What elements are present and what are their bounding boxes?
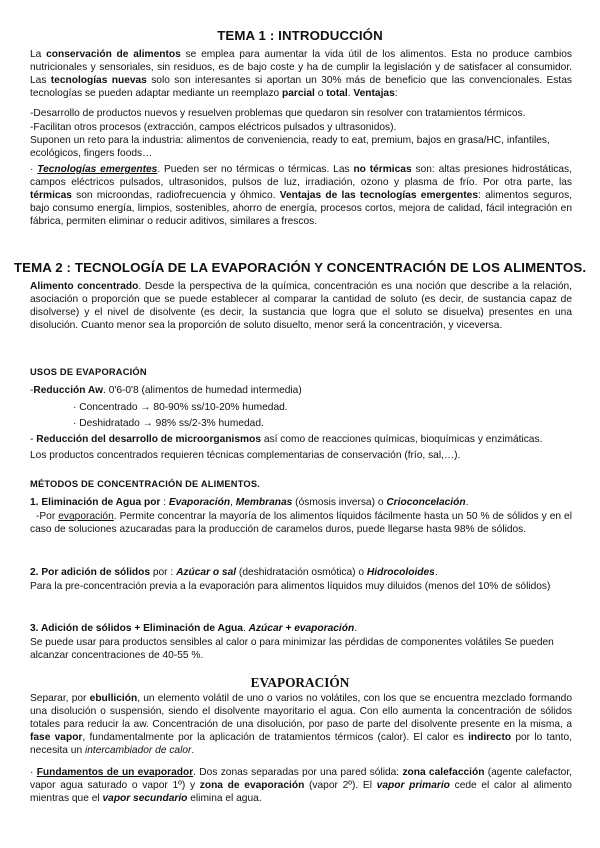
metodo-1-title: 1. Eliminación de Agua por : Evaporación, Membranas (ósmosis inversa) o Crioconcelación. bbox=[30, 497, 469, 508]
metodo-2-title: 2. Por adición de sólidos por : Azúcar o sal (deshidratación osmótica) o Hidrocoloides. bbox=[30, 567, 438, 578]
tema1-advantage-2: -Facilitan otros procesos (extracción, campos eléctricos pulsados y ultrasonidos). bbox=[30, 122, 397, 133]
tema2-title: TEMA 2 : TECNOLOGÍA DE LA EVAPORACIÓN Y CONCENTRACIÓN DE LOS ALIMENTOS. bbox=[13, 260, 587, 275]
tema1-paragraph-challenge: Suponen un reto para la industria: alimentos de conveniencia, ready to eat, premium, bajos en grasa/HC, infantiles, ecológicos, fingers foods… bbox=[30, 135, 550, 159]
usos-line-aw: -Reducción Aw. 0'6-0'8 (alimentos de humedad intermedia) bbox=[30, 385, 302, 396]
metodo-2-paragraph: Para la pre-concentración previa a la evaporación para alimentos líquidos muy diluidos (menos del 10% de sólidos) bbox=[30, 581, 551, 592]
usos-line-deshidratado: · Deshidratado → 98% ss/2-3% humedad. bbox=[73, 418, 264, 429]
metodo-1-paragraph: -Por evaporación. Permite concentrar la mayoría de los alimentos líquidos fácilmente hasta un 50 % de sólidos y en el caso de soluciones azucaradas para la producción de caramelos duros, puede llegarse hasta 98% de sólidos. bbox=[30, 511, 572, 535]
tema1-paragraph-emerging: · Tecnologías emergentes. Pueden ser no térmicas o térmicas. Las no térmicas son: altas presiones hidrostáticas, campos eléctricos pulsados, ultrasonidos, pulsos de luz, irradiación, ozono y plasma de frío. Por otra parte, las térmicas son microondas, radiofrecuencia y óhmico. Ventajas de las tecnologías emergentes: alimentos seguros, bajo consumo energía, limpios, sostenibles, ahorro de energía, procesos cortos, mejora de calidad, fácil integración en fábrica, permiten eliminar o reducir aditivos, similares a frescos. bbox=[30, 164, 572, 227]
tema2-paragraph-concentrado: Alimento concentrado. Desde la perspectiva de la química, concentración es una noción que describe a la relación, asociación o proporción que se puede establecer al comparar la cantidad de soluto (es decir, de sustancia capaz de disolverse) y el nivel de disolvente (es decir, la sustancia que logra que el soluto se disuelva) presentes en una disolución. Cuanto menor sea la proporción de soluto disuelto, menor será la concentración, y viceversa. bbox=[30, 281, 572, 331]
evaporador-fundamentos-paragraph: · Fundamentos de un evaporador. Dos zonas separadas por una pared sólida: zona calefacción (agente calefactor, vapor agua saturado o vapor 1º) y zona de evaporación (vapor 2º). El vapor primario cede el calor al alimento mientras que el vapor secundario elimina el agua. bbox=[30, 767, 573, 804]
usos-line-complementarias: Los productos concentrados requieren técnicas complementarias de conservación (frío, sal,…). bbox=[30, 450, 461, 461]
evaporacion-title: EVAPORACIÓN bbox=[250, 675, 350, 690]
evaporacion-paragraph: Separar, por ebullición, un elemento volátil de uno o varios no volátiles, con los que se encuentra mezclado formando una disolución o suspensión, siendo el disolvente mayoritario el agua. Con ello aumenta la concentración de sólidos totales para reducir la aw. Concentración de una disolución, por paso de parte del disolvente presente en la misma, a fase vapor, fundamentalmente por la aplicación de tratamientos térmicos (calor). El calor es indirecto por lo tanto, necesita un intercambiador de calor. bbox=[30, 693, 572, 756]
metodos-heading: MÉTODOS DE CONCENTRACIÓN DE ALIMENTOS. bbox=[30, 479, 261, 489]
usos-line-microorganismos: - Reducción del desarrollo de microorganismos así como de reacciones químicas, bioquímicas y enzimáticas. bbox=[30, 434, 543, 445]
tema1-title: TEMA 1 : INTRODUCCIÓN bbox=[217, 28, 383, 43]
usos-line-concentrado: · Concentrado → 80-90% ss/10-20% humedad. bbox=[73, 402, 288, 413]
usos-heading: USOS DE EVAPORACIÓN bbox=[30, 367, 147, 377]
tema1-paragraph-intro: La conservación de alimentos se emplea para aumentar la vida útil de los alimentos. Esta no produce cambios nutricionales y sensoriales, sin residuos, es de bajo coste y ha de cumplir la legislación y de satisfacer al consumidor. Las tecnologías nuevas solo son interesantes si aportan un 30% más de beneficio que las convencionales. Estas tecnologías se pueden adaptar mediante un reemplazo parcial o total. Ventajas: bbox=[30, 49, 572, 99]
metodo-3-title: 3. Adición de sólidos + Eliminación de Agua. Azúcar + evaporación. bbox=[30, 623, 358, 634]
metodo-3-paragraph: Se puede usar para productos sensibles al calor o para minimizar las pérdidas de componentes volátiles Se pueden alcanzar concentraciones de 40-55 %. bbox=[30, 637, 554, 661]
tema1-advantage-1: -Desarrollo de productos nuevos y resuelven problemas que quedaron sin resolver con tratamientos térmicos. bbox=[30, 108, 526, 119]
